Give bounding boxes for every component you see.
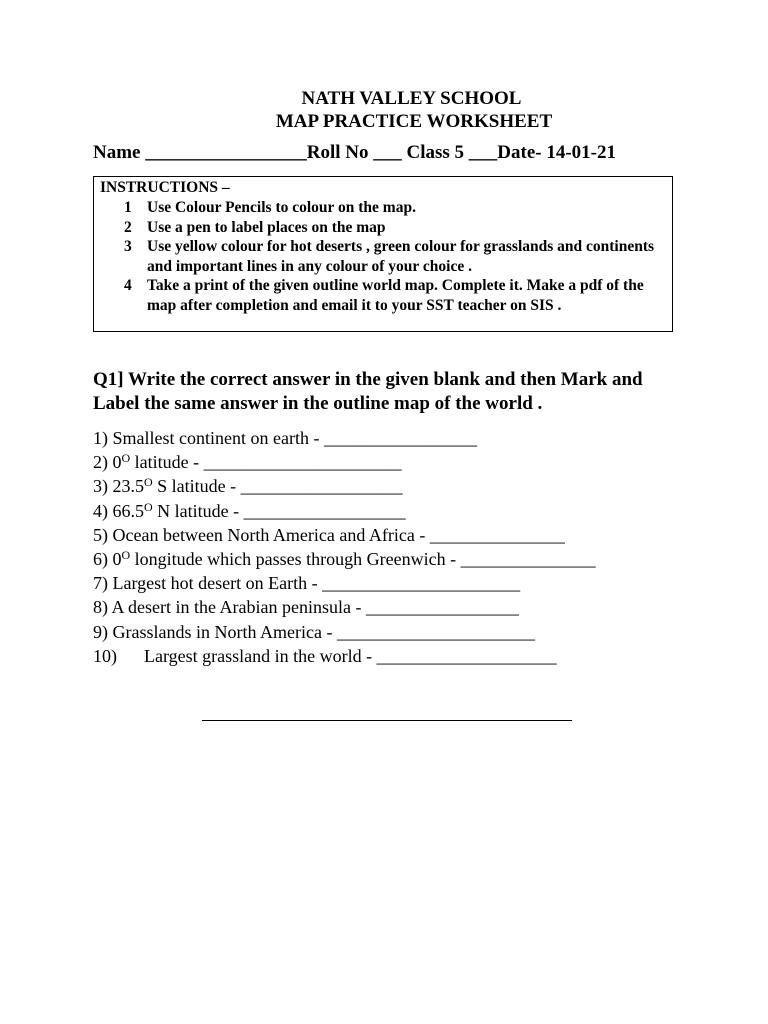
answer-line bbox=[93, 450, 596, 474]
instruction-item bbox=[94, 276, 662, 315]
degree-mark: O bbox=[144, 475, 153, 490]
answer-line bbox=[93, 426, 596, 450]
degree-mark: O bbox=[121, 451, 131, 466]
signature-line bbox=[202, 720, 572, 721]
degree-mark: O bbox=[144, 499, 153, 514]
answer-line bbox=[93, 474, 596, 498]
answer-text: N latitude - __________________ bbox=[152, 500, 406, 521]
answer-text: 5) Ocean between North America and Africa - _______________ bbox=[93, 524, 565, 545]
answer-text: 2) 0 bbox=[93, 452, 122, 473]
instructions-box bbox=[93, 176, 673, 332]
instruction-text: Take a print of the given outline world map. Complete it. Make a pdf of the map after completion and email it to your SST teacher on SIS . bbox=[147, 277, 644, 314]
instructions-heading: INSTRUCTIONS – bbox=[100, 179, 230, 196]
answer-text: 4) 66.5 bbox=[93, 500, 144, 521]
answer-text: S latitude - __________________ bbox=[152, 476, 403, 497]
answer-text: Largest grassland in the world - ____________________ bbox=[144, 645, 557, 666]
instruction-item bbox=[94, 237, 662, 276]
answer-line bbox=[93, 571, 596, 595]
answer-text: longitude which passes through Greenwich - _______________ bbox=[130, 549, 596, 570]
answer-list bbox=[93, 426, 596, 668]
student-details-line: Name _________________Roll No ___ Class 5 ___Date- 14-01-21 bbox=[93, 142, 616, 163]
instruction-item bbox=[94, 218, 662, 238]
answer-line bbox=[93, 547, 596, 571]
answer-text: 7) Largest hot desert on Earth - ______________________ bbox=[93, 573, 521, 594]
answer-line bbox=[93, 499, 596, 523]
answer-line bbox=[93, 595, 596, 619]
instruction-number: 4 bbox=[124, 277, 132, 294]
answer-text: 9) Grasslands in North America - ______________________ bbox=[93, 621, 535, 642]
answer-text: latitude - ______________________ bbox=[130, 452, 402, 473]
answer-number: 10) bbox=[93, 645, 117, 666]
question-1-text: Q1] Write the correct answer in the given blank and then Mark and Label the same answer in the outline map of the world . bbox=[93, 369, 643, 414]
answer-line bbox=[93, 523, 596, 547]
instruction-text: Use yellow colour for hot deserts , green colour for grasslands and continents and important lines in any colour of your choice . bbox=[147, 238, 655, 275]
instruction-item bbox=[94, 198, 662, 218]
answer-text: 8) A desert in the Arabian peninsula - _________________ bbox=[93, 597, 519, 618]
answer-line bbox=[93, 644, 596, 668]
worksheet-title: MAP PRACTICE WORKSHEET bbox=[275, 111, 553, 132]
school-title: NATH VALLEY SCHOOL bbox=[301, 88, 522, 109]
instruction-text: Use Colour Pencils to colour on the map. bbox=[147, 199, 416, 216]
instruction-number: 1 bbox=[124, 199, 132, 216]
answer-line bbox=[93, 620, 596, 644]
answer-text: 3) 23.5 bbox=[93, 476, 144, 497]
instruction-number: 3 bbox=[124, 238, 132, 255]
instructions-list bbox=[94, 198, 662, 315]
instruction-number: 2 bbox=[124, 218, 132, 236]
degree-mark: O bbox=[121, 548, 131, 563]
answer-text: 6) 0 bbox=[93, 549, 122, 570]
instruction-text: Use a pen to label places on the map bbox=[147, 218, 386, 236]
answer-text: 1) Smallest continent on earth - _________________ bbox=[93, 428, 477, 448]
